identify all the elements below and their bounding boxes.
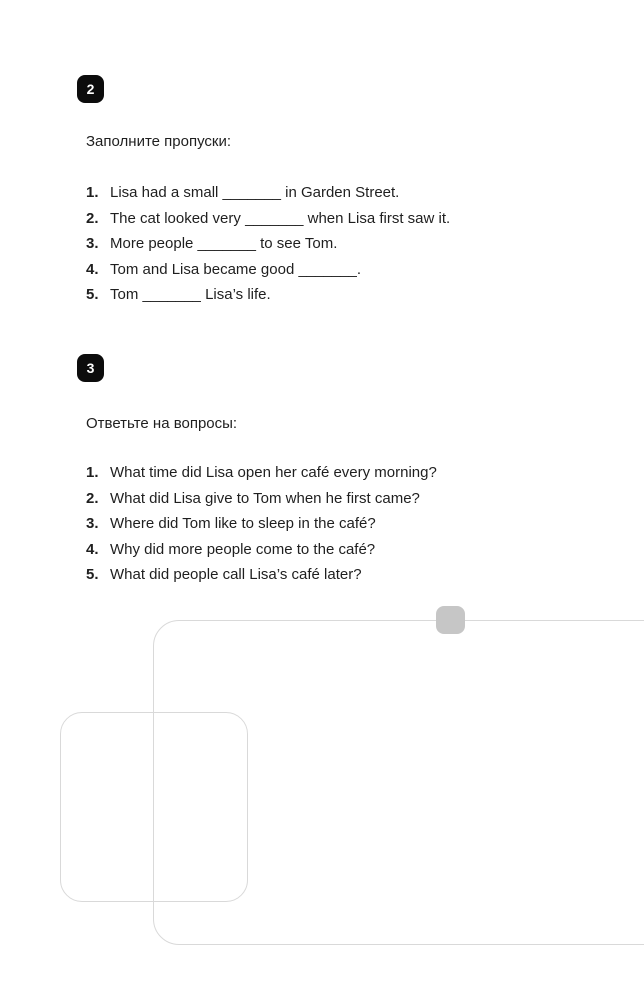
exercise-2-instruction: Заполните пропуски: [86, 133, 232, 150]
item-number: 1. [86, 184, 99, 201]
item-number: 4. [86, 540, 99, 558]
list-item [86, 460, 437, 486]
item-text: The cat looked very _______ when Lisa first saw it. [110, 209, 451, 227]
item-text: What did people call Lisa’s café later? [110, 566, 362, 584]
list-item [86, 486, 437, 512]
item-number: 1. [86, 464, 99, 481]
exercise-2-list [86, 180, 450, 308]
item-number: 2. [86, 209, 99, 227]
list-item [86, 282, 450, 308]
decor-rounded-square-outline [60, 712, 248, 902]
item-text: Tom and Lisa became good _______. [110, 260, 362, 278]
item-number: 4. [86, 260, 99, 278]
exercise-3-instruction: Ответьте на вопросы: [86, 415, 238, 432]
item-text: More people _______ to see Tom. [110, 235, 338, 253]
list-item [86, 562, 437, 588]
exercise-3-list [86, 460, 437, 588]
exercise-3-badge: 3 [77, 354, 104, 382]
item-text: Tom _______ Lisa’s life. [110, 286, 271, 304]
list-item [86, 180, 450, 206]
item-number: 5. [86, 566, 99, 584]
list-item [86, 257, 450, 283]
item-text: Lisa had a small _______ in Garden Street. [110, 184, 400, 201]
list-item [86, 231, 450, 257]
list-item [86, 537, 437, 563]
item-number: 5. [86, 286, 99, 304]
item-text: Why did more people come to the café? [110, 540, 376, 558]
item-number: 2. [86, 489, 99, 507]
item-number: 3. [86, 515, 99, 533]
item-text: What time did Lisa open her café every morning? [110, 464, 437, 481]
item-text: Where did Tom like to sleep in the café? [110, 515, 376, 533]
exercise-2-badge: 2 [77, 75, 104, 103]
decor-gray-tab-shape [436, 606, 465, 634]
list-item [86, 206, 450, 232]
list-item [86, 511, 437, 537]
item-text: What did Lisa give to Tom when he first came? [110, 489, 420, 507]
item-number: 3. [86, 235, 99, 253]
